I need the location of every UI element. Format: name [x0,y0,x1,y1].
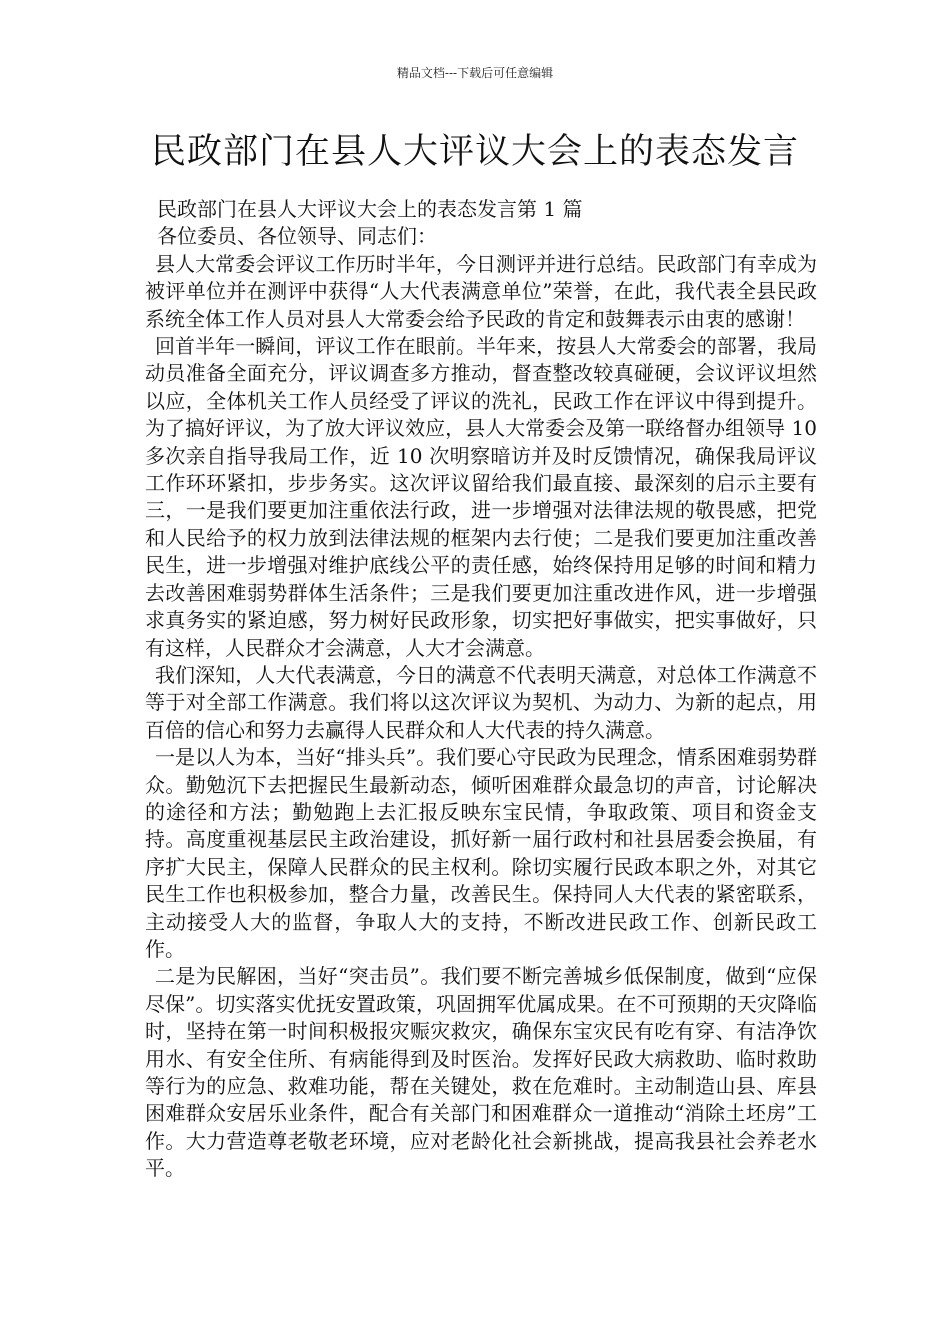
salutation: 各位委员、各位领导、同志们： [157,224,437,249]
paragraph: 二是为民解困，当好“突击员”。我们要不断完善城乡低保制度，做到“应保尽保”。切实落实优抚安置政策，巩固拥军优属成果。在不可预期的天灾降临时，坚持在第一时间积极报灾赈灾救灾，确保东宝灾民有吃有穿、有洁净饮用水、有安全住所、有病能得到及时医治。发挥好民政大病救助、临时救助等行为的应急、救难功能，帮在关键处，救在危难时。主动制造山县、库县困难群众安居乐业条件，配合有关部门和困难群众一道推动“消除土坯房”工作。大力营造尊老敬老环境，应对老龄化社会新挑战，提高我县社会养老水平。 [145,964,817,1181]
paragraph: 一是以人为本，当好“排头兵”。我们要心守民政为民理念，情系困难弱势群众。勤勉沉下去把握民生最新动态，倾听困难群众最急切的声音，讨论解决的途径和方法；勤勉跑上去汇报反映东宝民情，争取政策、项目和资金支持。高度重视基层民主政治建设，抓好新一届行政村和社县居委会换届，有序扩大民主，保障人民群众的民主权利。除切实履行民政本职之外，对其它民生工作也积极参加，整合力量，改善民生。保持同人大代表的紧密联系，主动接受人大的监督，争取人大的支持，不断改进民政工作、创新民政工作。 [145,745,817,961]
paragraph: 县人大常委会评议工作历时半年，今日测评并进行总结。民政部门有幸成为被评单位并在测评中获得“人大代表满意单位”荣誉，在此，我代表全县民政系统全体工作人员对县人大常委会给予民政的肯定和鼓舞表示由衷的感谢！ [145,251,817,331]
section-heading: 民政部门在县人大评议大会上的表态发言第 1 篇 [157,197,583,221]
document-title: 民政部门在县人大评议大会上的表态发言 [150,132,799,172]
document-body [145,196,817,1183]
header-note: 精品文档---下载后可任意编辑 [396,66,554,80]
paragraph: 我们深知，人大代表满意，今日的满意不代表明天满意，对总体工作满意不等于对全部工作满意。我们将以这次评议为契机、为动力、为新的起点，用百倍的信心和努力去赢得人民群众和人大代表的持久满意。 [145,662,817,742]
paragraph: 回首半年一瞬间，评议工作在眼前。半年来，按县人大常委会的部署，我局动员准备全面充分，评议调查多方推动，督查整改较真碰硬，会议评议坦然以应，全体机关工作人员经受了评议的洗礼，民政工作在评议中得到提升。为了搞好评议，为了放大评议效应，县人大常委会及第一联络督办组领导 10 多次亲自指导我局工作，近 10 次明察暗访并及时反馈情况，确保我局评议工作环环紧扣，步步务实。这次评议留给我们最直接、最深刻的启示主要有三，一是我们要更加注重依法行政，进一步增强对法律法规的敬畏感，把党和人民给予的权力放到法律法规的框架内去行使；二是我们要更加注重改善民生，进一步增强对维护底线公平的责任感，始终保持用足够的时间和精力去改善困难弱势群体生活条件；三是我们要更加注重改进作风，进一步增强求真务实的紧迫感，努力树好民政形象，切实把好事做实，把实事做好，只有这样，人民群众才会满意，人大才会满意。 [145,334,817,660]
